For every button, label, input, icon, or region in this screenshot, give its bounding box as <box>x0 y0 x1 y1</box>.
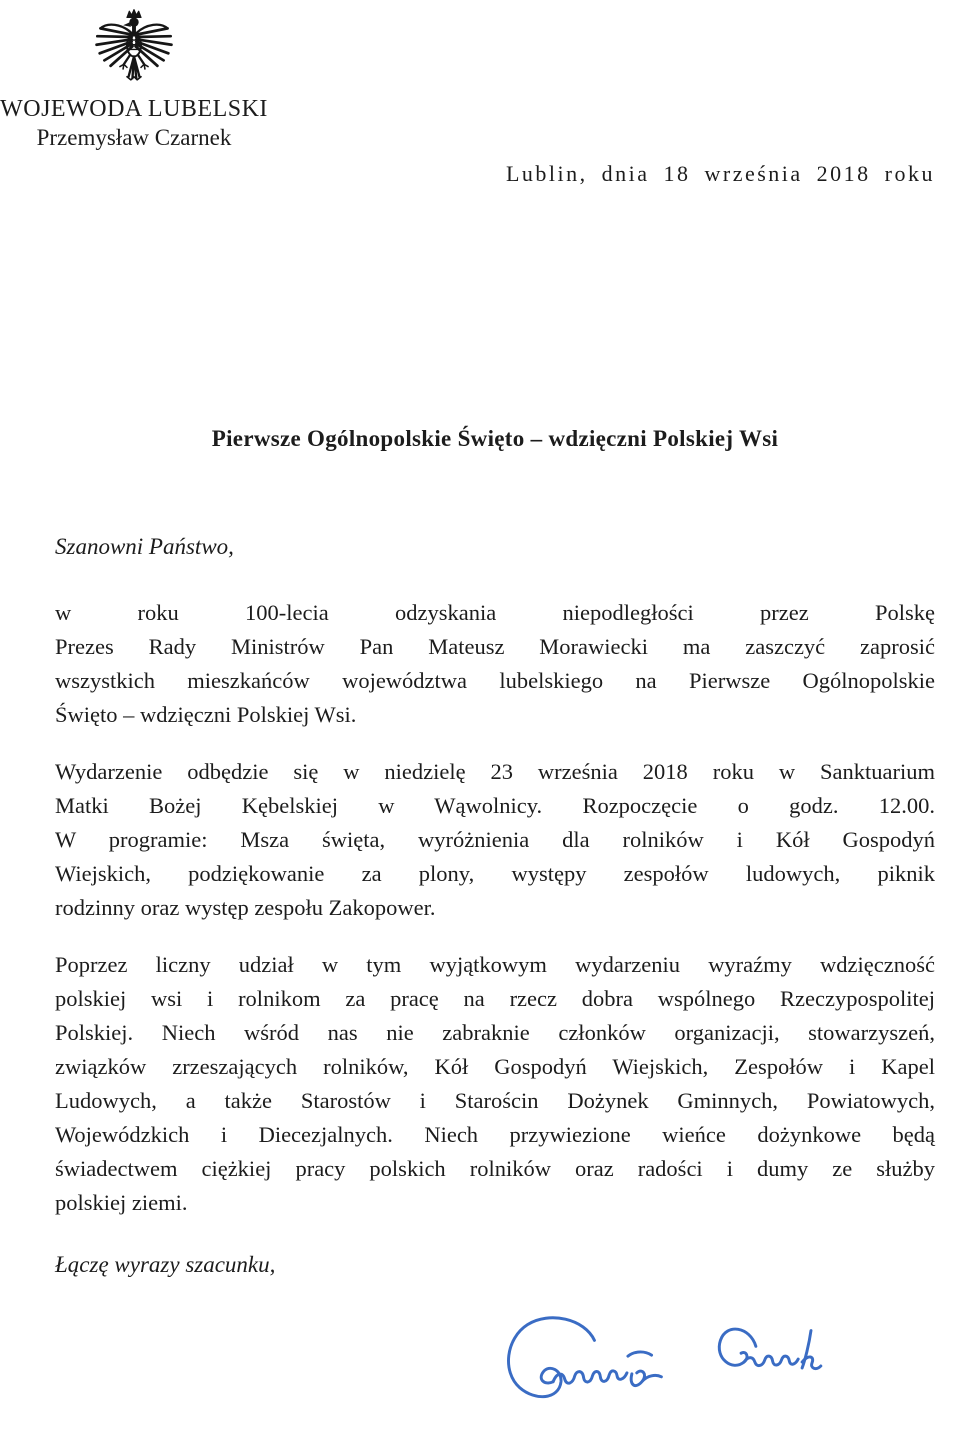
paragraph-line: Święto – wdzięczni Polskiej Wsi. <box>55 702 357 727</box>
paragraph-line: W programie: Msza święta, wyróżnienia dla rolników i Kół Gospodyń <box>55 827 935 852</box>
paragraph-line: Ludowych, a także Starostów i Starościn Dożynek Gminnych, Powiatowych, <box>55 1088 935 1113</box>
officeholder-name: Przemysław Czarnek <box>36 125 232 150</box>
closing-phrase: Łączę wyrazy szacunku, <box>55 1252 276 1277</box>
paragraph-line: polskiej wsi i rolnikom za pracę na rzecz dobra wspólnego Rzeczypospolitej <box>55 986 935 1011</box>
paragraph-line: w roku 100-lecia odzyskania niepodległości przez Polskę <box>55 600 935 625</box>
paragraph-line: Wojewódzkich i Diecezjalnych. Niech przywiezione wieńce dożynkowe będą <box>55 1122 935 1147</box>
paragraph-line: związków zrzeszających rolników, Kół Gospodyń Wiejskich, Zespołów i Kapel <box>55 1054 935 1079</box>
paragraph-line: wszystkich mieszkańców województwa lubelskiego na Pierwsze Ogólnopolskie <box>55 668 935 693</box>
office-title: WOJEWODA LUBELSKI <box>0 96 268 122</box>
salutation: Szanowni Państwo, <box>55 534 234 559</box>
paragraph-line: Wydarzenie odbędzie się w niedzielę 23 września 2018 roku w Sanktuarium <box>55 759 935 784</box>
paragraph-line: Polskiej. Niech wśród nas nie zabraknie członków organizacji, stowarzyszeń, <box>55 1020 935 1045</box>
paragraph-line: Matki Bożej Kębelskiej w Wąwolnicy. Rozpoczęcie o godz. 12.00. <box>55 793 935 818</box>
paragraph <box>55 596 935 732</box>
signature-strokes <box>508 1318 820 1397</box>
paragraph-line: świadectwem ciężkiej pracy polskich rolników oraz radości i dumy ze służby <box>55 1156 935 1181</box>
dateline: Lublin, dnia 18 września 2018 roku <box>505 161 935 186</box>
paragraph <box>55 755 935 925</box>
letter-title: Pierwsze Ogólnopolskie Święto – wdzięczni Polskiej Wsi <box>211 426 779 451</box>
letter-body <box>55 596 935 1243</box>
paragraph-line: Prezes Rady Ministrów Pan Mateusz Morawiecki ma zaszczyć zaprosić <box>55 634 935 659</box>
paragraph-line: rodzinny oraz występ zespołu Zakopower. <box>55 895 436 920</box>
paragraph-line: Wiejskich, podziękowanie za plony, występy zespołów ludowych, piknik <box>55 861 935 886</box>
paragraph <box>55 948 935 1220</box>
handwritten-signature <box>498 1310 872 1420</box>
paragraph-line: Poprzez liczny udział w tym wyjątkowym wydarzeniu wyraźmy wdzięczność <box>55 952 935 977</box>
paragraph-line: polskiej ziemi. <box>55 1190 188 1215</box>
polish-eagle-emblem-icon <box>95 8 173 94</box>
letterhead <box>0 8 268 151</box>
